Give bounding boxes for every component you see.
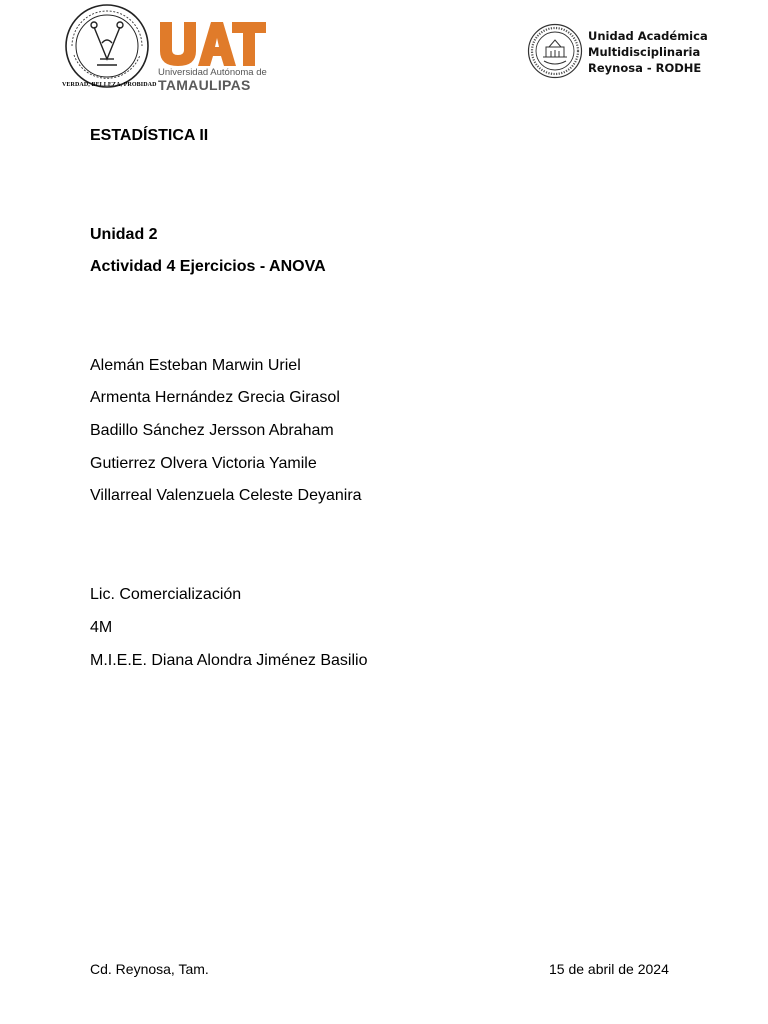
- student-name: Badillo Sánchez Jersson Abraham: [90, 422, 334, 439]
- academic-unit-name: [588, 28, 708, 76]
- footer-place: Cd. Reynosa, Tam.: [90, 961, 209, 977]
- student-name: Alemán Esteban Marwin Uriel: [90, 357, 301, 374]
- uat-letters-logo: [158, 20, 268, 66]
- student-name: Gutierrez Olvera Victoria Yamile: [90, 455, 317, 472]
- academic-unit-line: Reynosa - RODHE: [588, 61, 702, 75]
- student-name: Armenta Hernández Grecia Girasol: [90, 389, 340, 406]
- academic-unit-line: Unidad Académica: [588, 29, 708, 43]
- rodhe-seal-icon: [527, 23, 583, 79]
- logo-subtitle: Universidad Autónoma de: [158, 67, 267, 78]
- teacher: M.I.E.E. Diana Alondra Jiménez Basilio: [90, 652, 368, 669]
- academic-unit-line: Multidisciplinaria: [588, 45, 701, 59]
- uat-logo: [158, 20, 270, 92]
- student-name: Villarreal Valenzuela Celeste Deyanira: [90, 487, 362, 504]
- footer-date: 15 de abril de 2024: [549, 961, 669, 977]
- career: Lic. Comercialización: [90, 586, 242, 603]
- unit-label: Unidad 2: [90, 226, 158, 243]
- subject-title: ESTADÍSTICA II: [90, 127, 209, 144]
- uat-seal-icon: [64, 3, 150, 89]
- group: 4M: [90, 619, 113, 636]
- seal-motto: VERDAD, BELLEZA, PROBIDAD: [62, 82, 157, 88]
- logo-name: TAMAULIPAS: [158, 77, 251, 93]
- activity-title: Actividad 4 Ejercicios - ANOVA: [90, 258, 326, 275]
